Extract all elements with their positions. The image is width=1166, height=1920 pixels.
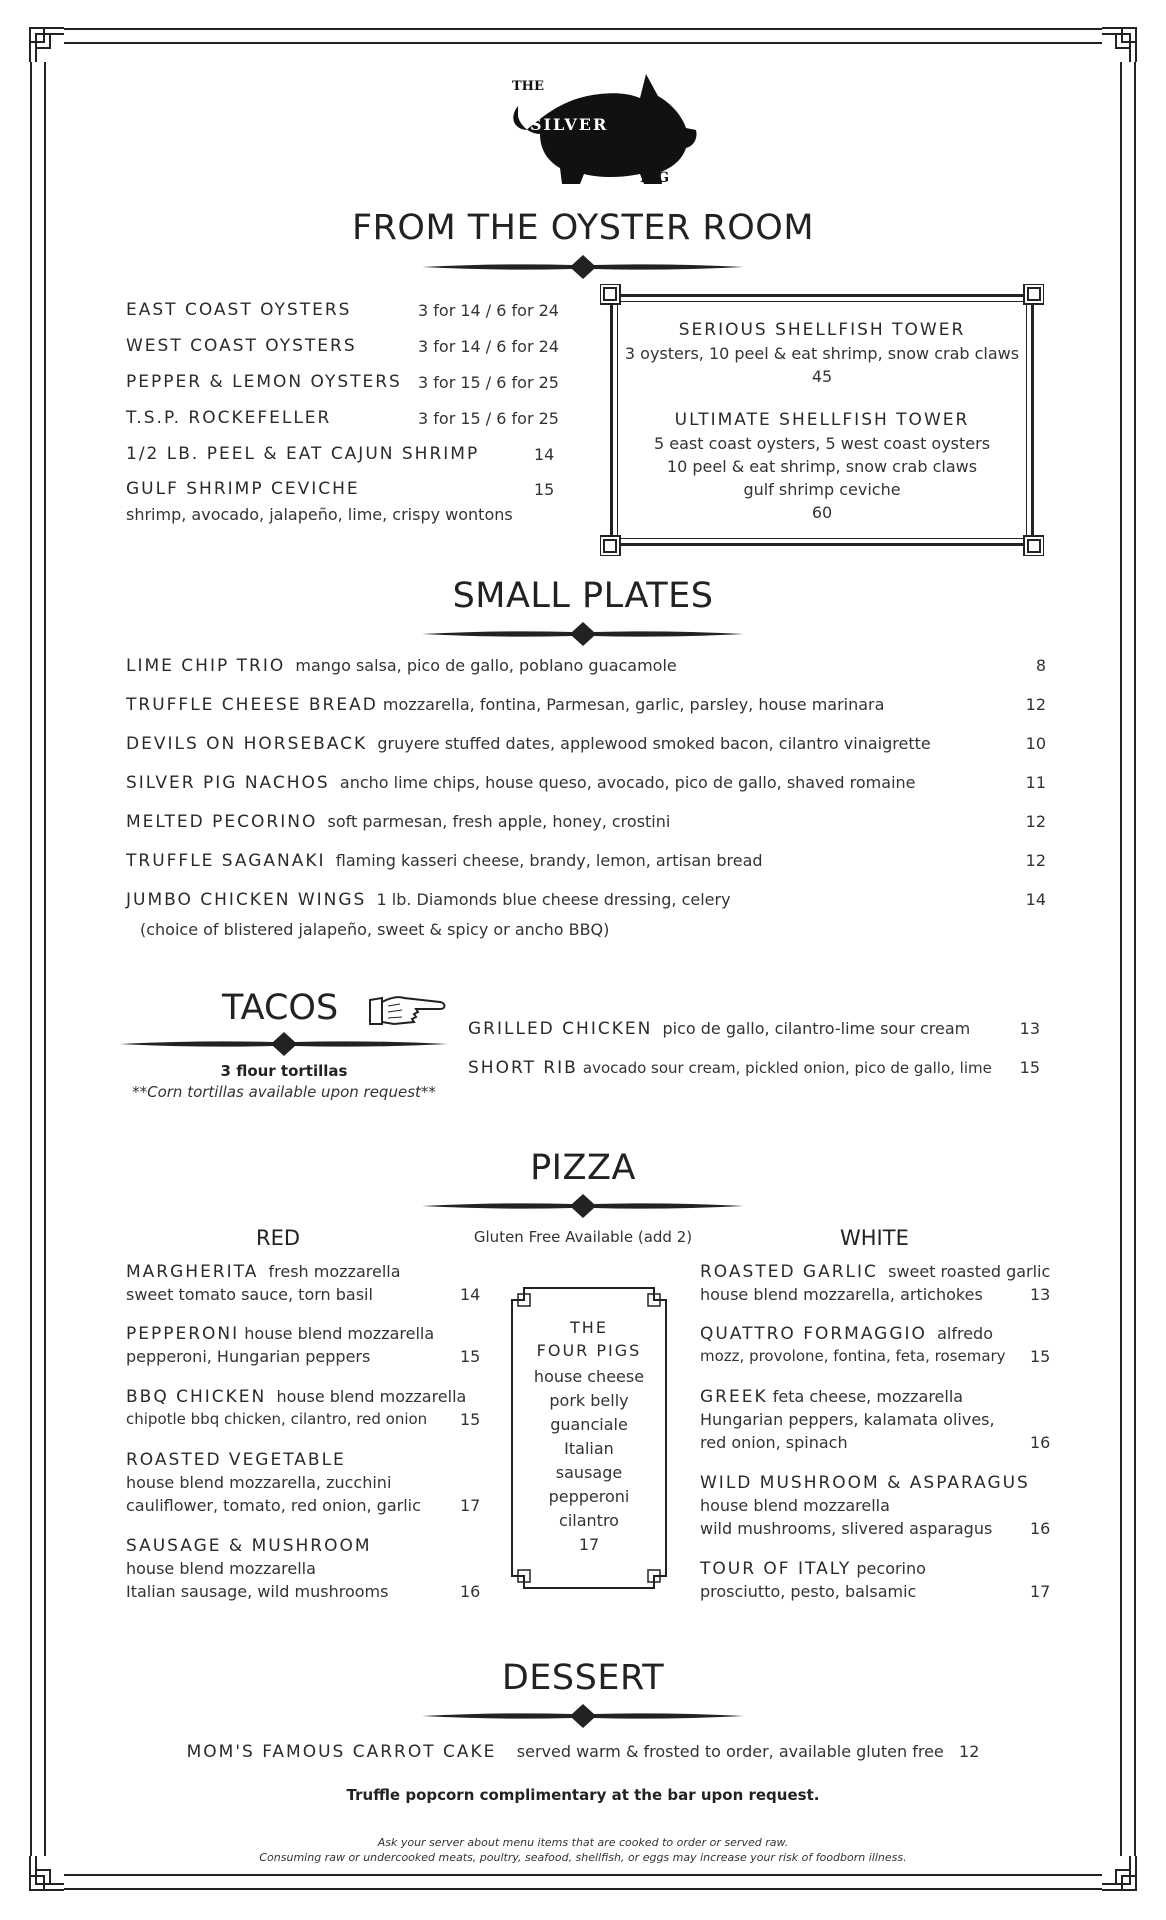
four-pigs-title: THE	[570, 1318, 608, 1337]
item-desc: 1 lb. Diamonds blue cheese dressing, celery	[376, 890, 731, 909]
oyster-item-name: PEPPER & LEMON OYSTERS	[126, 372, 402, 392]
item-name: SILVER PIG NACHOS	[126, 773, 330, 793]
wings-note: (choice of blistered jalapeño, sweet & spicy or ancho BBQ)	[140, 920, 610, 939]
small-plates-divider	[422, 622, 744, 646]
pizza-red-item	[126, 1262, 401, 1282]
pizza-price: 13	[1030, 1285, 1051, 1304]
menu-item	[126, 812, 1046, 838]
oyster-item-desc: shrimp, avocado, jalapeño, lime, crispy wontons	[126, 505, 513, 524]
pizza-desc: mozz, provolone, fontina, feta, rosemary	[700, 1347, 1006, 1365]
pizza-price: 17	[1030, 1582, 1051, 1601]
dessert-title: DESSERT	[501, 1658, 665, 1698]
footer-disclaimer-2: Consuming raw or undercooked meats, poultry, seafood, shellfish, or eggs may increase your risk of foodborn illness.	[259, 1851, 907, 1864]
tacos-sub: 3 flour tortillas	[220, 1062, 348, 1080]
oyster-item-price: 15	[534, 480, 555, 499]
item-desc: soft parmesan, fresh apple, honey, crostini	[327, 812, 671, 831]
gluten-free-note: Gluten Free Available (add 2)	[473, 1228, 693, 1246]
item-price: 12	[1025, 851, 1046, 870]
pizza-price: 15	[1030, 1347, 1051, 1366]
item-name: TRUFFLE CHEESE BREAD	[126, 695, 378, 715]
oyster-item-price: 3 for 14 / 6 for 24	[418, 301, 559, 320]
pizza-name: GREEK	[700, 1387, 768, 1407]
pizza-white-item	[700, 1324, 993, 1344]
item-name: LIME CHIP TRIO	[126, 656, 286, 676]
tower-desc: 3 oysters, 10 peel & eat shrimp, snow crab claws	[624, 344, 1020, 363]
taco-desc: avocado sour cream, pickled onion, pico de gallo, lime	[582, 1059, 992, 1077]
menu-item	[126, 851, 1046, 877]
pizza-white-item	[700, 1559, 926, 1579]
item-price: 12	[1025, 695, 1046, 714]
pizza-red-label: RED	[256, 1226, 301, 1250]
oyster-item-name: WEST COAST OYSTERS	[126, 336, 357, 356]
oyster-item-price: 3 for 15 / 6 for 25	[418, 409, 559, 428]
pizza-price: 17	[460, 1496, 481, 1515]
item-price: 11	[1025, 773, 1046, 792]
item-price: 10	[1025, 734, 1046, 753]
menu-item	[126, 656, 1046, 682]
pizza-desc: house blend mozzarella	[244, 1324, 435, 1343]
logo-text-silver: SILVER	[530, 115, 609, 134]
four-pigs-line: guanciale	[550, 1415, 628, 1434]
item-price: 8	[1035, 656, 1046, 675]
four-pigs-title: FOUR PIGS	[536, 1341, 642, 1360]
tacos-title: TACOS	[222, 988, 339, 1028]
tacos-divider	[120, 1032, 448, 1056]
pizza-desc: house blend mozzarella, artichokes	[700, 1285, 983, 1304]
oyster-item-name: GULF SHRIMP CEVICHE	[126, 479, 360, 499]
corner-ornament-top-left	[24, 22, 64, 62]
taco-desc: pico de gallo, cilantro-lime sour cream	[662, 1019, 971, 1038]
item-desc: ancho lime chips, house queso, avocado, pico de gallo, shaved romaine	[339, 773, 916, 792]
oyster-divider	[422, 255, 744, 279]
pizza-title: PIZZA	[530, 1148, 636, 1188]
dessert-item	[0, 1742, 1166, 1762]
pizza-desc: sweet tomato sauce, torn basil	[126, 1285, 373, 1304]
four-pigs-line: pork belly	[549, 1391, 629, 1410]
pizza-name: SAUSAGE & MUSHROOM	[126, 1536, 372, 1556]
menu-item	[126, 890, 1046, 916]
dessert-divider	[422, 1704, 744, 1728]
pizza-name: ROASTED GARLIC	[700, 1262, 878, 1282]
item-name: MELTED PECORINO	[126, 812, 318, 832]
pizza-red-item	[126, 1324, 434, 1344]
pizza-desc: Italian sausage, wild mushrooms	[126, 1582, 389, 1601]
dessert-desc: served warm & frosted to order, available gluten free	[516, 1742, 944, 1761]
four-pigs-line: house cheese	[533, 1367, 645, 1386]
tower-name: ULTIMATE SHELLFISH TOWER	[674, 410, 970, 430]
pizza-desc: house blend mozzarella, zucchini	[126, 1473, 392, 1492]
dessert-price: 12	[959, 1742, 980, 1761]
pizza-name: ROASTED VEGETABLE	[126, 1450, 346, 1470]
pizza-desc: house blend mozzarella	[700, 1496, 890, 1515]
pizza-price: 16	[460, 1582, 481, 1601]
pizza-white-item	[700, 1387, 963, 1407]
pizza-name: BBQ CHICKEN	[126, 1387, 267, 1407]
taco-price: 15	[1019, 1058, 1040, 1077]
pizza-desc: prosciutto, pesto, balsamic	[700, 1582, 917, 1601]
four-pigs-price: 17	[578, 1535, 600, 1554]
logo-text-pig: PIG	[640, 170, 670, 186]
popcorn-note: Truffle popcorn complimentary at the bar upon request.	[346, 1786, 820, 1804]
pizza-white-label: WHITE	[840, 1226, 909, 1250]
tower-price: 60	[811, 503, 833, 522]
pizza-desc: alfredo	[937, 1324, 993, 1343]
item-name: TRUFFLE SAGANAKI	[126, 851, 326, 871]
tower-desc: gulf shrimp ceviche	[743, 480, 901, 499]
oyster-item-price: 3 for 15 / 6 for 25	[418, 373, 559, 392]
pizza-price: 15	[460, 1410, 481, 1429]
menu-item	[126, 695, 1046, 721]
pizza-desc: chipotle bbq chicken, cilantro, red onion	[126, 1410, 428, 1428]
tower-name: SERIOUS SHELLFISH TOWER	[678, 320, 966, 340]
pizza-desc: red onion, spinach	[700, 1433, 848, 1452]
pizza-name: WILD MUSHROOM & ASPARAGUS	[700, 1473, 1030, 1493]
pizza-price: 14	[460, 1285, 481, 1304]
taco-price: 13	[1019, 1019, 1040, 1038]
four-pigs-line: sausage	[555, 1463, 623, 1482]
item-desc: gruyere stuffed dates, applewood smoked bacon, cilantro vinaigrette	[377, 734, 931, 753]
footer-disclaimer-1: Ask your server about menu items that are cooked to order or served raw.	[377, 1836, 789, 1849]
item-name: DEVILS ON HORSEBACK	[126, 734, 368, 754]
pizza-price: 15	[460, 1347, 481, 1366]
pizza-divider	[422, 1194, 744, 1218]
pizza-desc: wild mushrooms, slivered asparagus	[700, 1519, 993, 1538]
menu-item	[126, 734, 1046, 760]
taco-item	[468, 1058, 1040, 1084]
pizza-desc: sweet roasted garlic	[888, 1262, 1051, 1281]
corner-ornament-top-right	[1102, 22, 1142, 62]
pizza-red-item	[126, 1387, 466, 1407]
item-name: JUMBO CHICKEN WINGS	[126, 890, 367, 910]
tacos-note: **Corn tortillas available upon request**	[132, 1083, 436, 1101]
taco-item	[468, 1019, 1040, 1045]
item-desc: flaming kasseri cheese, brandy, lemon, artisan bread	[335, 851, 763, 870]
tower-desc: 10 peel & eat shrimp, snow crab claws	[666, 457, 978, 476]
pizza-desc: pecorino	[856, 1559, 926, 1578]
logo-text-the: THE	[512, 79, 544, 94]
pizza-price: 16	[1030, 1519, 1051, 1538]
pizza-desc: house blend mozzarella	[276, 1387, 467, 1406]
tower-desc: 5 east coast oysters, 5 west coast oysters	[653, 434, 991, 453]
menu-item	[126, 773, 1046, 799]
pizza-price: 16	[1030, 1433, 1051, 1452]
pizza-name: TOUR OF ITALY	[700, 1559, 852, 1579]
pizza-name: PEPPERONI	[126, 1324, 240, 1344]
taco-name: SHORT RIB	[468, 1058, 578, 1078]
oyster-item-price: 3 for 14 / 6 for 24	[418, 337, 559, 356]
silver-pig-logo	[500, 68, 700, 186]
four-pigs-line: pepperoni	[548, 1487, 630, 1506]
pizza-desc: pepperoni, Hungarian peppers	[126, 1347, 371, 1366]
pizza-desc: cauliflower, tomato, red onion, garlic	[126, 1496, 421, 1515]
item-desc: mango salsa, pico de gallo, poblano guacamole	[295, 656, 677, 675]
small-plates-title: SMALL PLATES	[452, 576, 714, 616]
oyster-item-name: 1/2 LB. PEEL & EAT CAJUN SHRIMP	[126, 444, 480, 464]
pizza-name: QUATTRO FORMAGGIO	[700, 1324, 927, 1344]
dessert-name: MOM'S FAMOUS CARROT CAKE	[186, 1742, 497, 1762]
oyster-item-name: EAST COAST OYSTERS	[126, 300, 352, 320]
oyster-room-title: FROM THE OYSTER ROOM	[351, 208, 815, 248]
pointing-hand-icon	[368, 990, 446, 1030]
pizza-white-item	[700, 1262, 1050, 1282]
tower-price: 45	[811, 367, 833, 386]
pizza-desc: Hungarian peppers, kalamata olives,	[700, 1410, 995, 1429]
oyster-item-name: T.S.P. ROCKEFELLER	[126, 408, 332, 428]
item-desc: mozzarella, fontina, Parmesan, garlic, parsley, house marinara	[382, 695, 885, 714]
four-pigs-line: Italian	[564, 1439, 614, 1458]
pizza-desc: fresh mozzarella	[268, 1262, 401, 1281]
pizza-name: MARGHERITA	[126, 1262, 259, 1282]
item-price: 14	[1025, 890, 1046, 909]
pizza-desc: house blend mozzarella	[126, 1559, 316, 1578]
item-price: 12	[1025, 812, 1046, 831]
pizza-desc: feta cheese, mozzarella	[772, 1387, 964, 1406]
four-pigs-line: cilantro	[559, 1511, 619, 1530]
taco-name: GRILLED CHICKEN	[468, 1019, 653, 1039]
oyster-item-price: 14	[534, 445, 555, 464]
